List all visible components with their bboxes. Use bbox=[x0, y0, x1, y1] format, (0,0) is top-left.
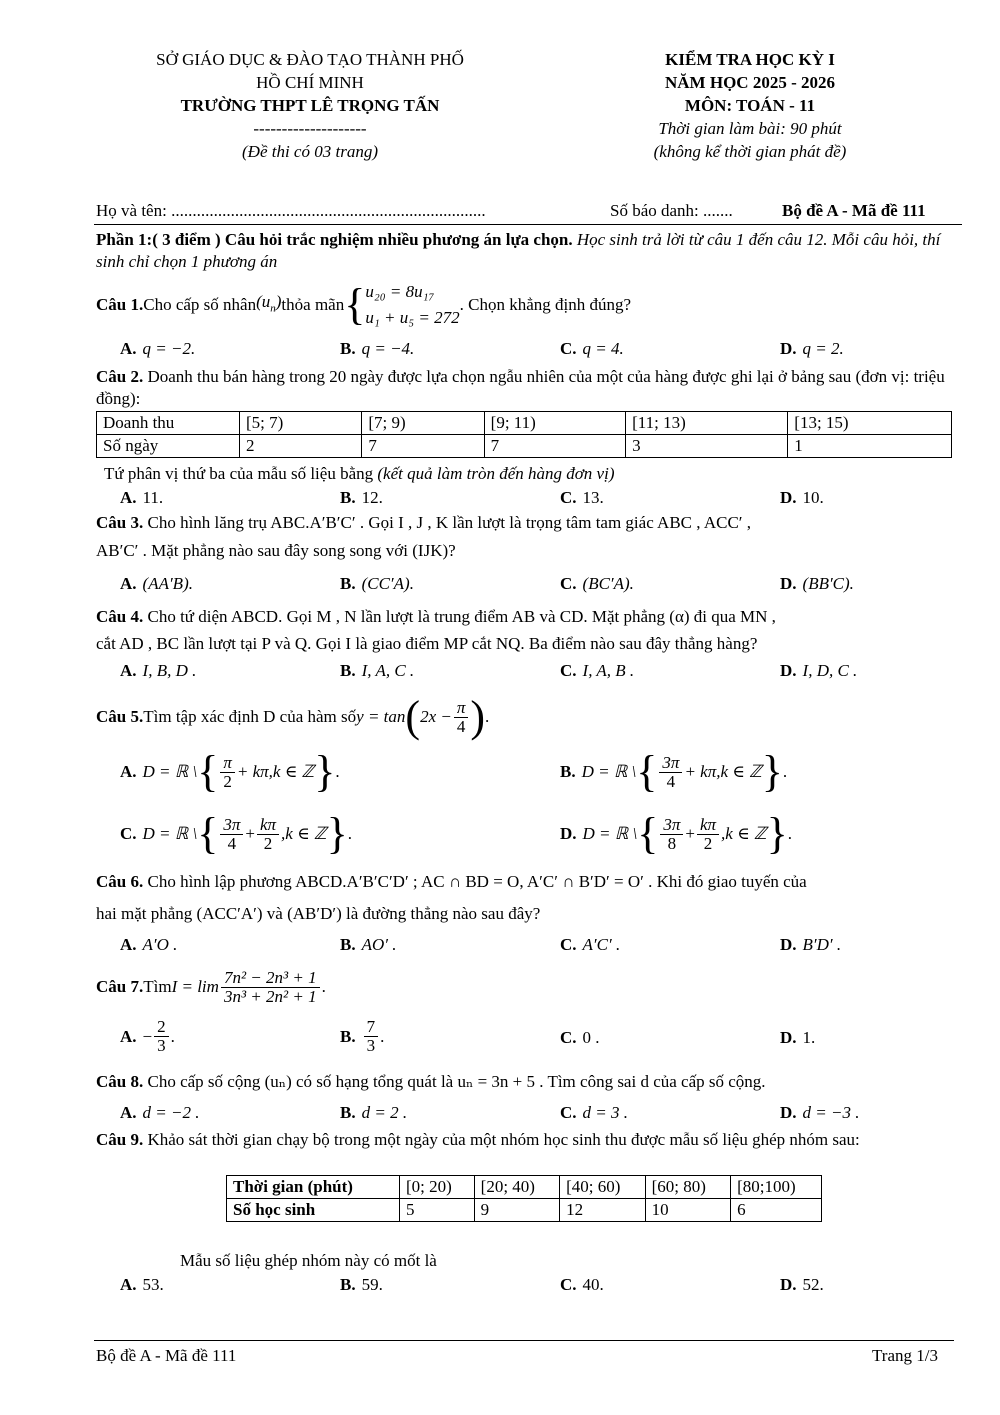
table-row: Số ngày 2 7 7 3 1 bbox=[97, 435, 952, 458]
footer-code: Bộ đề A - Mã đề 111 bbox=[96, 1346, 237, 1365]
question-7: Câu 7. Tìm I = lim $\frac{\text{7n² − 2n³ + 1}}{\text{3n³ + 2n² + 1}}$ . bbox=[96, 967, 326, 1006]
q4-option-d[interactable]: D. I, D, C . bbox=[780, 661, 858, 680]
q9-option-d[interactable]: D. 52. bbox=[780, 1275, 824, 1294]
dept-line2: HỒ CHÍ MINH bbox=[256, 73, 364, 92]
header-left bbox=[100, 48, 520, 163]
question-9: Câu 9. Khảo sát thời gian chạy bộ trong một ngày của một nhóm học sinh thu được mẫu số liệu ghép nhóm sau: bbox=[96, 1130, 860, 1149]
exam-code: Bộ đề A - Mã đề 111 bbox=[782, 201, 926, 220]
pages-note: (Đề thi có 03 trang) bbox=[242, 142, 378, 161]
header-right bbox=[580, 48, 920, 163]
q5-option-a[interactable]: A. D = ℝ \ { $\frac{\pi}{2}$ + kπ ,k ∈ ℤ } . bbox=[120, 747, 340, 796]
q3-option-c[interactable]: C. (BC′A). bbox=[560, 574, 634, 593]
q9-ask: Mẫu số liệu ghép nhóm này có mốt là bbox=[180, 1251, 437, 1270]
system-brace: { bbox=[344, 280, 366, 329]
q2-table bbox=[96, 411, 952, 458]
question-3-line2: AB′C′ . Mặt phẳng nào sau đây song song với (IJK)? bbox=[96, 541, 456, 560]
q2-option-b[interactable]: B. 12. bbox=[340, 488, 383, 507]
exam-title: KIỂM TRA HỌC KỲ I bbox=[665, 50, 835, 69]
q2-ask: Tứ phân vị thứ ba của mẫu số liệu bằng (kết quả làm tròn đến hàng đơn vị) bbox=[104, 464, 615, 483]
table-row: Số học sinh 5 9 12 10 6 bbox=[227, 1199, 822, 1222]
table-row: Doanh thu [5; 7) [7; 9) [9; 11) [11; 13) [13; 15) bbox=[97, 412, 952, 435]
q2-option-d[interactable]: D. 10. bbox=[780, 488, 824, 507]
question-8: Câu 8. Cho cấp số cộng (uₙ) có số hạng tổng quát là uₙ = 3n + 5 . Tìm công sai d của cấp số cộng. bbox=[96, 1072, 766, 1091]
question-1: Câu 1. Cho cấp số nhân $(u_n)$ thỏa mãn { u₂₀ = 8u₁₇ u₁ + u₅ = 272 . Chọn khẳng định đúng? bbox=[96, 280, 632, 329]
school-year: NĂM HỌC 2025 - 2026 bbox=[665, 73, 835, 92]
q5-option-b[interactable]: B. D = ℝ \ { $\frac{3\pi}{4}$ + kπ ,k ∈ ℤ } . bbox=[560, 747, 788, 796]
q8-option-d[interactable]: D. d = −3 . bbox=[780, 1103, 860, 1122]
q3-option-d[interactable]: D. (BB′C). bbox=[780, 574, 854, 593]
q6-option-a[interactable]: A. A′O . bbox=[120, 935, 178, 954]
question-4-line2: cắt AD , BC lần lượt tại P và Q. Gọi I là giao điểm MP cắt NQ. Ba điểm nào sau đây thẳng hàng? bbox=[96, 634, 758, 653]
q9-table bbox=[226, 1175, 822, 1222]
question-3: Câu 3. Cho hình lăng trụ ABC.A′B′C′ . Gọi I , J , K lần lượt là trọng tâm tam giác ABC , ACC′ , bbox=[96, 513, 752, 532]
sequence-un: $(u_n)$ bbox=[256, 291, 282, 315]
exam-time: Thời gian làm bài: 90 phút bbox=[658, 119, 842, 138]
q9-option-c[interactable]: C. 40. bbox=[560, 1275, 604, 1294]
school-name: TRƯỜNG THPT LÊ TRỌNG TẤN bbox=[180, 96, 440, 115]
q2-option-a[interactable]: A. 11. bbox=[120, 488, 164, 507]
q9-option-b[interactable]: B. 59. bbox=[340, 1275, 383, 1294]
q5-option-c[interactable]: C. D = ℝ \ { $\frac{3\pi}{4}$ + $\frac{k\pi}{2}$ ,k ∈ ℤ } . bbox=[120, 809, 352, 858]
q9-option-a[interactable]: A. 53. bbox=[120, 1275, 164, 1294]
q3-option-a[interactable]: A. (AA′B). bbox=[120, 574, 193, 593]
q6-option-b[interactable]: B. AO′ . bbox=[340, 935, 397, 954]
q4-option-a[interactable]: A. I, B, D . bbox=[120, 661, 197, 680]
q6-option-c[interactable]: C. A′C′ . bbox=[560, 935, 621, 954]
q1-option-a[interactable]: A. q = −2. bbox=[120, 339, 196, 358]
equation-system: u₂₀ = 8u₁₇ u₁ + u₅ = 272 bbox=[365, 282, 460, 327]
q1-option-b[interactable]: B. q = −4. bbox=[340, 339, 415, 358]
q4-option-b[interactable]: B. I, A, C . bbox=[340, 661, 415, 680]
part1-title: Phần 1:( 3 điểm ) Câu hỏi trắc nghiệm nhiều phương án lựa chọn. Học sinh trả lời từ câu 1 đến câu 12. Mỗi câu hỏi, thí sinh chỉ chọn 1 phương án bbox=[96, 230, 941, 271]
q1-option-d[interactable]: D. q = 2. bbox=[780, 339, 844, 358]
q7-option-c[interactable]: C. 0 . bbox=[560, 1028, 600, 1047]
q4-option-c[interactable]: C. I, A, B . bbox=[560, 661, 635, 680]
dept-line1: SỞ GIÁO DỤC & ĐÀO TẠO THÀNH PHỐ bbox=[156, 50, 464, 69]
question-4: Câu 4. Cho tứ diện ABCD. Gọi M , N lần lượt là trung điểm AB và CD. Mặt phẳng (α) đi qua MN , bbox=[96, 607, 776, 626]
page-number: Trang 1/3 bbox=[872, 1346, 938, 1365]
q8-option-b[interactable]: B. d = 2 . bbox=[340, 1103, 408, 1122]
q8-option-a[interactable]: A. d = −2 . bbox=[120, 1103, 200, 1122]
q5-option-d[interactable]: D. D = ℝ \ { $\frac{3\pi}{8}$ + $\frac{k\pi}{2}$ ,k ∈ ℤ } . bbox=[560, 809, 792, 858]
question-5: Câu 5. Tìm tập xác định D của hàm số y = tan ( 2x − $\frac{\pi}{4}$ ) . bbox=[96, 692, 490, 741]
q7-option-a[interactable]: A. − $\frac{2}{3}$ . bbox=[120, 1017, 175, 1055]
q3-option-b[interactable]: B. (CC′A). bbox=[340, 574, 414, 593]
subject: MÔN: TOÁN - 11 bbox=[684, 96, 816, 115]
table-row: Thời gian (phút) [0; 20) [20; 40) [40; 60) [60; 80) [80;100) bbox=[227, 1176, 822, 1199]
name-field: Họ và tên: .......................................................................... bbox=[96, 201, 486, 220]
question-6: Câu 6. Cho hình lập phương ABCD.A′B′C′D′ ; AC ∩ BD = O, A′C′ ∩ B′D′ = O′ . Khi đó giao tuyến của bbox=[96, 872, 807, 891]
dashes: -------------------- bbox=[253, 119, 367, 138]
q7-option-d[interactable]: D. 1. bbox=[780, 1028, 816, 1047]
time-note: (không kể thời gian phát đề) bbox=[653, 142, 847, 161]
id-field: Số báo danh: ....... bbox=[610, 201, 733, 220]
q8-option-c[interactable]: C. d = 3 . bbox=[560, 1103, 629, 1122]
q6-option-d[interactable]: D. B′D′ . bbox=[780, 935, 842, 954]
footer-rule bbox=[94, 1340, 954, 1341]
question-2: Câu 2. Doanh thu bán hàng trong 20 ngày được lựa chọn ngẫu nhiên của một của hàng được ghi lại ở bảng sau (đơn vị: triệu đồng): bbox=[96, 367, 945, 408]
q7-option-b[interactable]: B. $\frac{7}{3}$ . bbox=[340, 1017, 385, 1055]
q1-option-c[interactable]: C. q = 4. bbox=[560, 339, 624, 358]
q2-option-c[interactable]: C. 13. bbox=[560, 488, 604, 507]
header-rule bbox=[94, 224, 962, 225]
question-6-line2: hai mặt phẳng (ACC′A′) và (AB′D′) là đường thẳng nào sau đây? bbox=[96, 904, 541, 923]
